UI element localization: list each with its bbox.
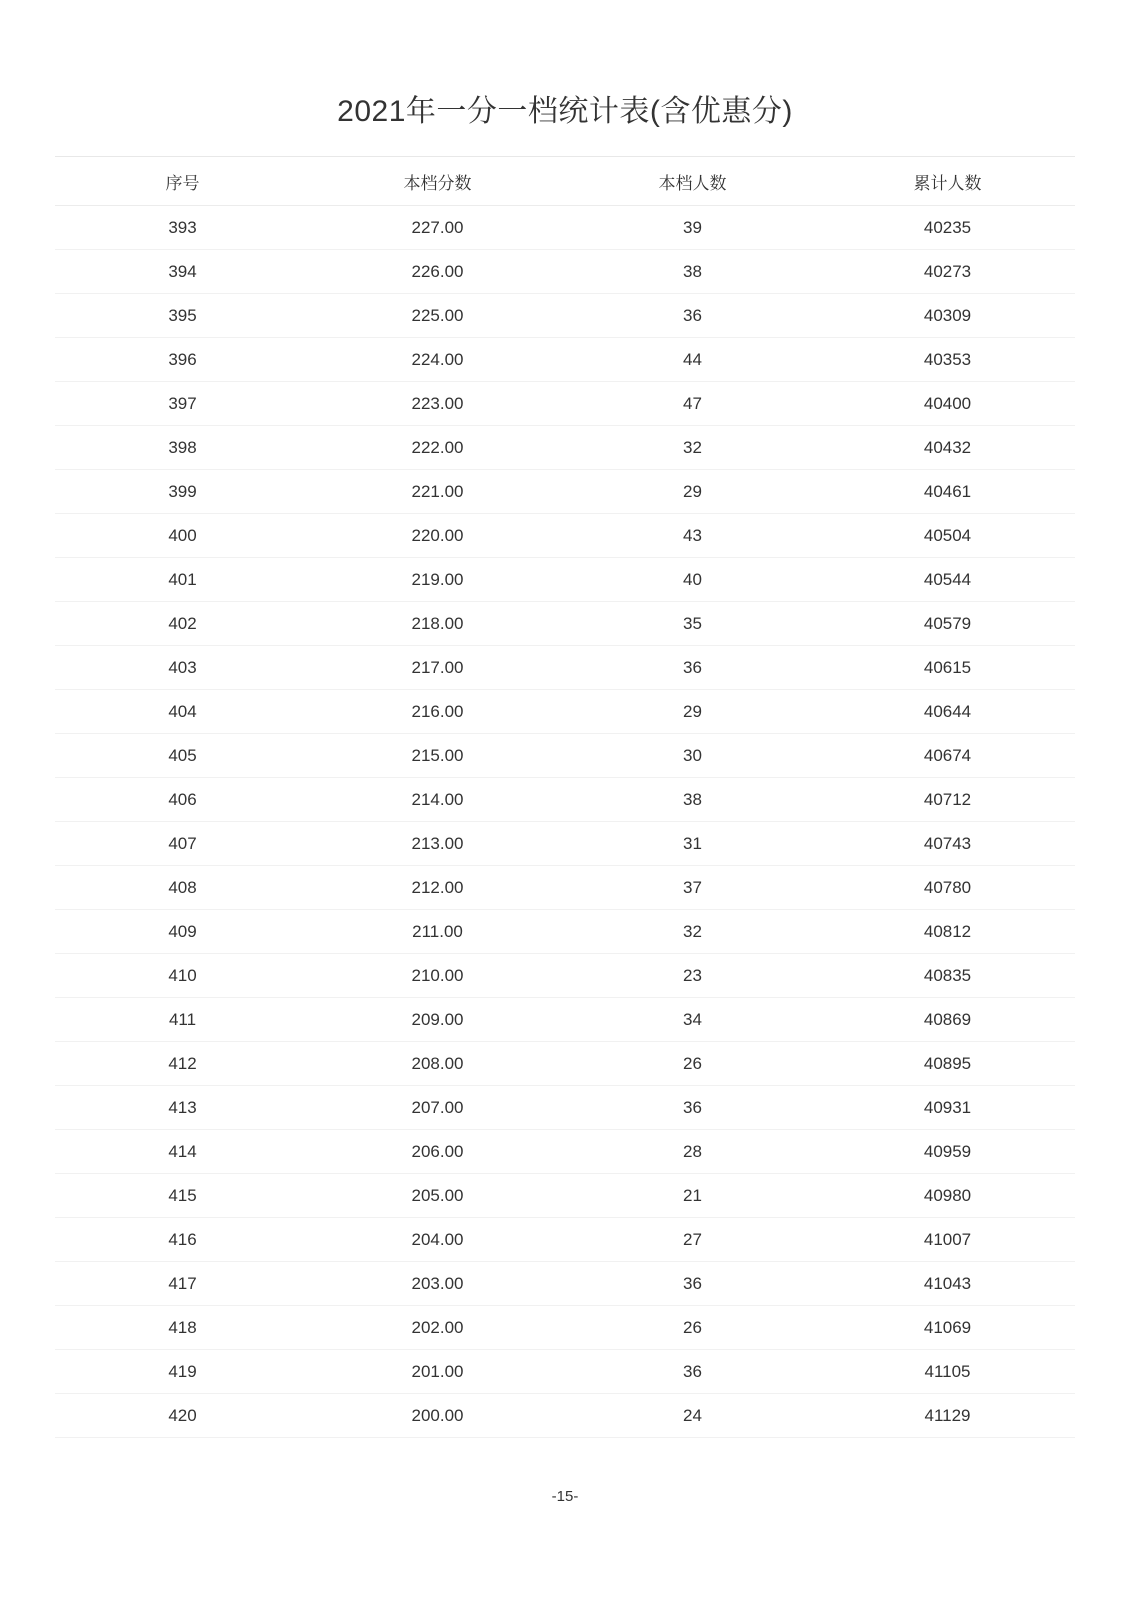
table-cell: 30 [683, 745, 702, 765]
table-cell: 41129 [924, 1405, 971, 1425]
table-cell: 40743 [923, 833, 972, 853]
score-table-container [55, 156, 1075, 1438]
table-row [55, 910, 1075, 954]
table-cell: 226.00 [411, 261, 464, 281]
table-cell: 40 [683, 569, 702, 589]
table-row [55, 514, 1075, 558]
table-cell: 412 [168, 1053, 197, 1073]
table-cell: 47 [683, 393, 702, 413]
table-cell: 417 [168, 1273, 197, 1293]
table-cell: 40273 [923, 261, 972, 281]
table-cell: 32 [683, 437, 702, 457]
table-cell: 40980 [923, 1185, 972, 1205]
table-cell: 40895 [923, 1053, 972, 1073]
table-cell: 403 [168, 657, 197, 677]
table-cell: 38 [683, 789, 702, 809]
table-cell: 40835 [923, 965, 972, 985]
table-cell: 212.00 [411, 877, 464, 897]
table-cell: 40400 [923, 393, 972, 413]
table-cell: 405 [168, 745, 197, 765]
table-cell: 217.00 [411, 657, 464, 677]
header-serial-number: 序号 [165, 173, 200, 193]
table-cell: 410 [168, 965, 197, 985]
table-cell: 39 [683, 217, 702, 237]
table-cell: 40712 [923, 789, 972, 809]
table-cell: 36 [683, 1097, 702, 1117]
table-cell: 401 [168, 569, 197, 589]
table-row [55, 1130, 1075, 1174]
table-head [55, 157, 1075, 206]
table-cell: 404 [168, 701, 197, 721]
table-cell: 37 [683, 877, 702, 897]
table-cell: 214.00 [411, 789, 464, 809]
table-row [55, 998, 1075, 1042]
table-cell: 206.00 [411, 1141, 464, 1161]
page-title: 2021年一分一档统计表(含优惠分) [337, 95, 793, 128]
table-cell: 40959 [923, 1141, 972, 1161]
header-count: 本档人数 [658, 173, 727, 193]
table-row [55, 822, 1075, 866]
table-cell: 225.00 [411, 305, 464, 325]
table-cell: 40544 [923, 569, 972, 589]
table-cell: 40504 [923, 525, 972, 545]
table-row [55, 866, 1075, 910]
table-cell: 406 [168, 789, 197, 809]
table-row [55, 954, 1075, 998]
table-row [55, 602, 1075, 646]
table-cell: 394 [168, 261, 197, 281]
table-cell: 407 [168, 833, 197, 853]
table-cell: 40615 [923, 657, 972, 677]
table-cell: 40432 [923, 437, 972, 457]
table-cell: 36 [683, 1273, 702, 1293]
table-cell: 203.00 [411, 1273, 464, 1293]
table-cell: 395 [168, 305, 197, 325]
table-cell: 40309 [923, 305, 972, 325]
table-cell: 40235 [923, 217, 972, 237]
table-cell: 414 [168, 1141, 197, 1161]
table-row [55, 1262, 1075, 1306]
table-cell: 201.00 [411, 1361, 464, 1381]
table-row [55, 470, 1075, 514]
table-cell: 40461 [923, 481, 972, 501]
table-cell: 205.00 [411, 1185, 464, 1205]
table-cell: 38 [683, 261, 702, 281]
table-body [55, 206, 1075, 1438]
table-cell: 400 [168, 525, 197, 545]
table-cell: 21 [683, 1185, 702, 1205]
table-cell: 413 [168, 1097, 197, 1117]
table-cell: 213.00 [411, 833, 464, 853]
table-cell: 223.00 [411, 393, 464, 413]
table-cell: 402 [168, 613, 197, 633]
table-row [55, 382, 1075, 426]
table-header-row [55, 157, 1075, 206]
table-row [55, 1350, 1075, 1394]
table-row [55, 690, 1075, 734]
table-cell: 32 [683, 921, 702, 941]
table-cell: 35 [683, 613, 702, 633]
table-cell: 41069 [923, 1317, 972, 1337]
table-cell: 41043 [923, 1273, 972, 1293]
score-table [55, 156, 1075, 1438]
table-cell: 29 [683, 481, 702, 501]
table-row [55, 1086, 1075, 1130]
table-row [55, 294, 1075, 338]
table-cell: 393 [168, 217, 197, 237]
table-cell: 28 [683, 1141, 702, 1161]
table-cell: 202.00 [411, 1317, 464, 1337]
table-cell: 44 [683, 349, 702, 369]
table-cell: 221.00 [411, 481, 464, 501]
table-cell: 24 [683, 1405, 702, 1425]
table-cell: 40579 [923, 613, 972, 633]
table-cell: 415 [168, 1185, 197, 1205]
table-row [55, 250, 1075, 294]
table-cell: 399 [168, 481, 197, 501]
table-cell: 209.00 [411, 1009, 464, 1029]
table-row [55, 1394, 1075, 1438]
table-cell: 43 [683, 525, 702, 545]
table-row [55, 1042, 1075, 1086]
table-cell: 218.00 [411, 613, 464, 633]
table-cell: 200.00 [411, 1405, 464, 1425]
table-cell: 219.00 [411, 569, 464, 589]
table-cell: 418 [168, 1317, 197, 1337]
table-cell: 207.00 [411, 1097, 464, 1117]
table-cell: 210.00 [411, 965, 464, 985]
table-row [55, 646, 1075, 690]
table-cell: 40931 [923, 1097, 972, 1117]
table-cell: 204.00 [411, 1229, 464, 1249]
table-cell: 208.00 [411, 1053, 464, 1073]
table-row [55, 426, 1075, 470]
table-cell: 224.00 [411, 349, 464, 369]
table-cell: 396 [168, 349, 197, 369]
table-cell: 211.00 [412, 921, 463, 941]
table-cell: 222.00 [411, 437, 464, 457]
table-cell: 398 [168, 437, 197, 457]
table-cell: 27 [683, 1229, 702, 1249]
table-cell: 220.00 [411, 525, 464, 545]
table-cell: 31 [683, 833, 702, 853]
table-cell: 29 [683, 701, 702, 721]
table-cell: 26 [683, 1053, 702, 1073]
table-row [55, 338, 1075, 382]
table-row [55, 734, 1075, 778]
table-cell: 41007 [923, 1229, 972, 1249]
table-cell: 416 [168, 1229, 197, 1249]
table-cell: 40644 [923, 701, 972, 721]
table-cell: 36 [683, 305, 702, 325]
table-cell: 26 [683, 1317, 702, 1337]
table-cell: 397 [168, 393, 197, 413]
table-cell: 411 [168, 1009, 197, 1029]
page-number: -15- [551, 1488, 579, 1505]
table-row [55, 1174, 1075, 1218]
table-cell: 40780 [923, 877, 972, 897]
table-cell: 216.00 [411, 701, 464, 721]
table-cell: 36 [683, 657, 702, 677]
table-row [55, 778, 1075, 822]
table-row [55, 1306, 1075, 1350]
table-cell: 419 [168, 1361, 197, 1381]
table-row [55, 206, 1075, 250]
header-score: 本档分数 [403, 173, 472, 193]
table-cell: 34 [683, 1009, 702, 1029]
table-cell: 420 [168, 1405, 197, 1425]
table-cell: 40869 [923, 1009, 972, 1029]
table-cell: 215.00 [411, 745, 464, 765]
table-cell: 36 [683, 1361, 702, 1381]
table-cell: 408 [168, 877, 197, 897]
table-row [55, 558, 1075, 602]
table-cell: 40674 [923, 745, 972, 765]
table-row [55, 1218, 1075, 1262]
table-cell: 41105 [924, 1361, 971, 1381]
table-cell: 23 [683, 965, 702, 985]
table-cell: 40812 [923, 921, 972, 941]
table-cell: 40353 [923, 349, 972, 369]
header-cumulative-count: 累计人数 [913, 173, 982, 193]
table-cell: 227.00 [411, 217, 464, 237]
table-cell: 409 [168, 921, 197, 941]
